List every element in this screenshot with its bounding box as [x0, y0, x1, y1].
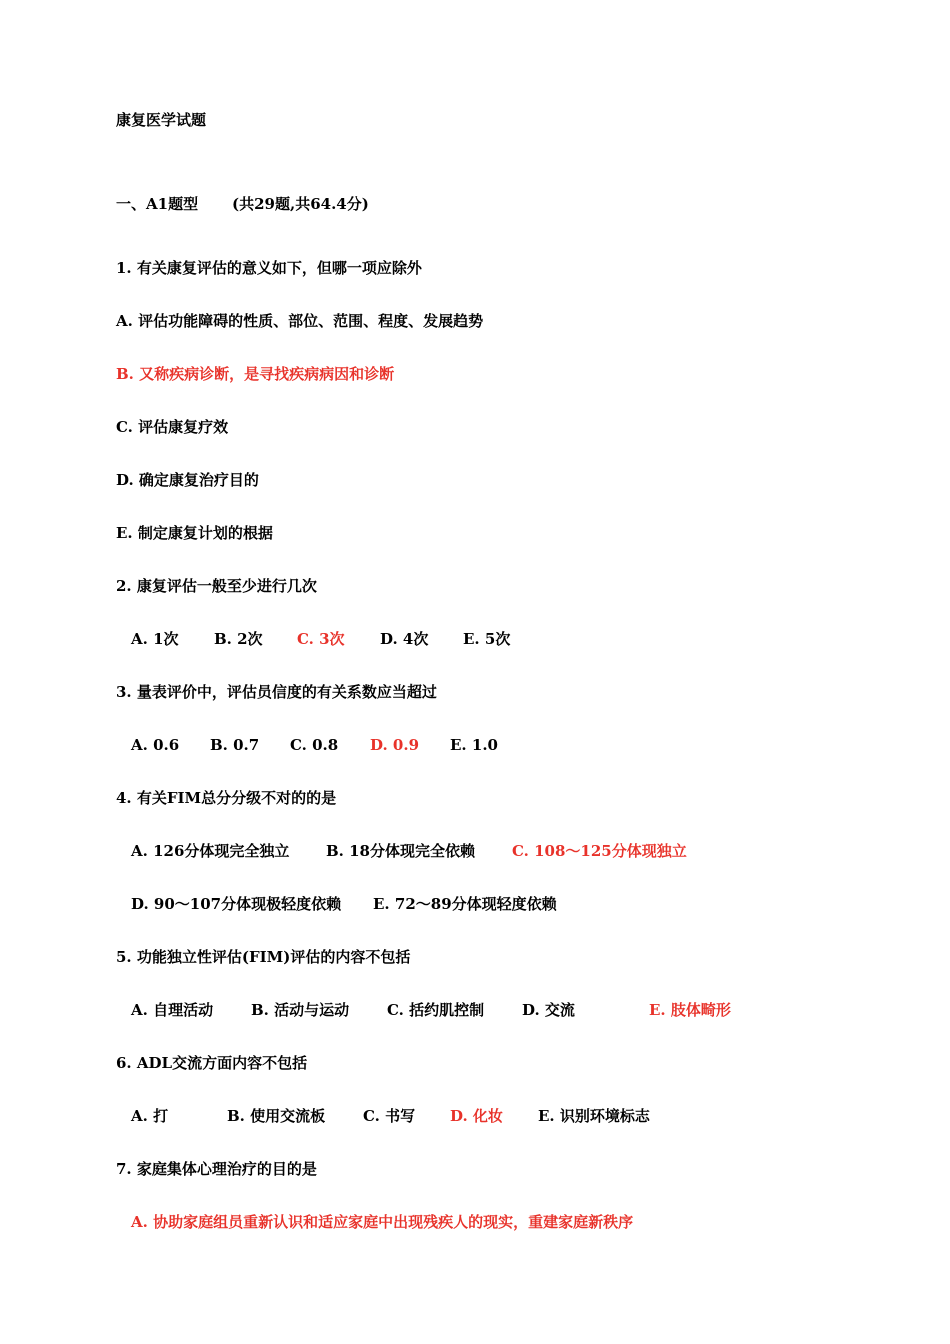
section-meta: (共29题,共64.4分) [232, 195, 369, 213]
question-5-option-e-answer: E. 肢体畸形 [649, 1001, 731, 1019]
question-6-option-b: B. 使用交流板 [227, 1107, 326, 1125]
document-title: 康复医学试题 [116, 111, 207, 129]
question-3-option-b: B. 0.7 [210, 736, 260, 754]
question-4-stem: 4. 有关FIM总分分级不对的的是 [116, 789, 337, 807]
question-2-option-a: A. 1次 [131, 630, 179, 648]
question-2-option-c-answer: C. 3次 [297, 630, 345, 648]
section-heading: 一、A1题型 [116, 195, 199, 213]
question-1-option-d: D. 确定康复治疗目的 [116, 471, 259, 489]
question-6-stem: 6. ADL交流方面内容不包括 [116, 1054, 308, 1072]
question-1-option-b-answer: B. 又称疾病诊断，是寻找疾病病因和诊断 [116, 365, 395, 383]
question-5-option-d: D. 交流 [522, 1001, 575, 1019]
question-3-stem: 3. 量表评价中，评估员信度的有关系数应当超过 [116, 683, 437, 701]
question-5-option-b: B. 活动与运动 [251, 1001, 350, 1019]
question-4-option-c-answer: C. 108～125分体现独立 [512, 842, 687, 860]
question-2-option-e: E. 5次 [463, 630, 511, 648]
question-1-stem: 1. 有关康复评估的意义如下，但哪一项应除外 [116, 259, 422, 277]
question-5-stem: 5. 功能独立性评估(FIM)评估的内容不包括 [116, 948, 411, 966]
question-3-option-d-answer: D. 0.9 [370, 736, 420, 754]
question-5-option-c: C. 括约肌控制 [387, 1001, 485, 1019]
question-1-option-e: E. 制定康复计划的根据 [116, 524, 273, 542]
question-3-option-e: E. 1.0 [450, 736, 498, 754]
question-3-option-a: A. 0.6 [131, 736, 180, 754]
question-6-option-d-answer: D. 化妆 [450, 1107, 503, 1125]
question-6-option-a: A. 打 [131, 1107, 169, 1125]
question-1-option-a: A. 评估功能障碍的性质、部位、范围、程度、发展趋势 [116, 312, 484, 330]
question-1-option-c: C. 评估康复疗效 [116, 418, 229, 436]
question-2-option-d: D. 4次 [380, 630, 429, 648]
question-3-option-c: C. 0.8 [290, 736, 339, 754]
question-4-option-d: D. 90～107分体现极轻度依赖 [131, 895, 342, 913]
question-6-option-e: E. 识别环境标志 [538, 1107, 650, 1125]
question-6-option-c: C. 书写 [363, 1107, 416, 1125]
question-2-option-b: B. 2次 [214, 630, 263, 648]
question-5-option-a: A. 自理活动 [131, 1001, 214, 1019]
question-2-stem: 2. 康复评估一般至少进行几次 [116, 577, 317, 595]
question-4-option-a: A. 126分体现完全独立 [131, 842, 290, 860]
question-4-option-b: B. 18分体现完全依赖 [326, 842, 475, 860]
question-7-option-a-answer: A. 协助家庭组员重新认识和适应家庭中出现残疾人的现实，重建家庭新秩序 [131, 1213, 634, 1231]
question-7-stem: 7. 家庭集体心理治疗的目的是 [116, 1160, 317, 1178]
question-4-option-e: E. 72～89分体现轻度依赖 [373, 895, 557, 913]
